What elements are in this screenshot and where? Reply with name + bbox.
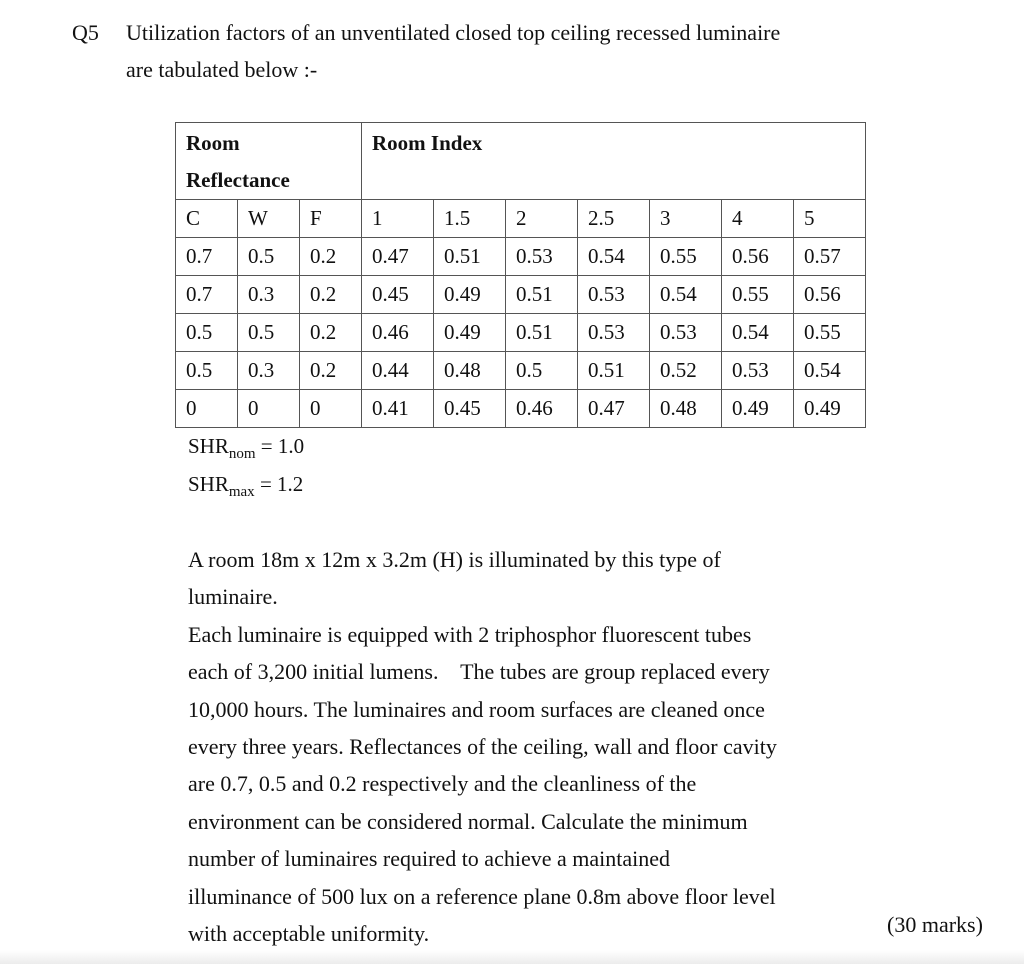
table-header-row	[176, 123, 866, 200]
intro-line: are tabulated below :-	[126, 57, 318, 82]
body-line: illuminance of 500 lux on a reference plane 0.8m above floor level	[188, 883, 776, 909]
table-cell: 0.3	[238, 352, 300, 390]
shr-nom-sub: nom	[228, 446, 256, 462]
shr-max-sub: max	[228, 484, 255, 500]
table-cell: 0.49	[722, 390, 794, 428]
intro-line: Utilization factors of an unventilated closed top ceiling recessed luminaire	[126, 20, 781, 45]
header-left-line: Room	[186, 131, 240, 155]
table-cell: 0.56	[722, 238, 794, 276]
table-cell: 0.46	[506, 390, 578, 428]
subheader-cell: C	[176, 200, 238, 238]
subheader-cell: 3	[650, 200, 722, 238]
table-cell: 0.47	[362, 238, 434, 276]
table-cell: 0.49	[794, 390, 866, 428]
table-cell: 0.53	[722, 352, 794, 390]
table-cell: 0.41	[362, 390, 434, 428]
subheader-cell: 1.5	[434, 200, 506, 238]
table-cell: 0.5	[176, 352, 238, 390]
body-line: luminaire.	[188, 584, 278, 610]
table-row	[176, 276, 866, 314]
table-cell: 0.7	[176, 276, 238, 314]
table-cell: 0.54	[578, 238, 650, 276]
table-cell: 0.48	[434, 352, 506, 390]
header-left-line: Reflectance	[186, 168, 290, 192]
table-cell: 0.55	[650, 238, 722, 276]
table-cell: 0.54	[794, 352, 866, 390]
page-bottom-shade	[0, 950, 1024, 964]
table-row	[176, 390, 866, 428]
table-cell: 0.46	[362, 314, 434, 352]
table-row	[176, 314, 866, 352]
question-intro	[126, 14, 906, 88]
table-cell: 0.52	[650, 352, 722, 390]
table-cell: 0.53	[506, 238, 578, 276]
subheader-cell: F	[300, 200, 362, 238]
table-cell: 0.56	[794, 276, 866, 314]
subheader-cell: 2	[506, 200, 578, 238]
shr-max-value: = 1.2	[259, 472, 304, 496]
shr-max	[188, 472, 304, 500]
table-cell: 0.51	[578, 352, 650, 390]
table-cell: 0.2	[300, 352, 362, 390]
room-index-header: Room Index	[362, 123, 866, 200]
body-line: each of 3,200 initial lumens. The tubes are group replaced every	[188, 659, 770, 685]
table-cell: 0.57	[794, 238, 866, 276]
table-cell: 0	[238, 390, 300, 428]
table-cell: 0.49	[434, 314, 506, 352]
subheader-cell: 2.5	[578, 200, 650, 238]
table-cell: 0.3	[238, 276, 300, 314]
table-cell: 0.55	[722, 276, 794, 314]
table-cell: 0.49	[434, 276, 506, 314]
table-cell: 0.44	[362, 352, 434, 390]
body-line: Each luminaire is equipped with 2 triphosphor fluorescent tubes	[188, 621, 752, 647]
body-line: 10,000 hours. The luminaires and room surfaces are cleaned once	[188, 696, 765, 722]
table-row	[176, 238, 866, 276]
table-cell: 0.48	[650, 390, 722, 428]
table-cell: 0.2	[300, 238, 362, 276]
table-cell: 0.51	[434, 238, 506, 276]
table-subheader-row	[176, 200, 866, 238]
shr-max-label: SHR	[188, 472, 229, 496]
shr-nom	[188, 434, 305, 462]
table-cell: 0.53	[578, 314, 650, 352]
body-line: every three years. Reflectances of the ceiling, wall and floor cavity	[188, 734, 777, 760]
table-cell: 0.45	[362, 276, 434, 314]
table-cell: 0.47	[578, 390, 650, 428]
table-row	[176, 352, 866, 390]
table-cell: 0.55	[794, 314, 866, 352]
body-line: with acceptable uniformity.	[188, 921, 430, 947]
subheader-cell: 4	[722, 200, 794, 238]
table-cell: 0.5	[176, 314, 238, 352]
body-line: A room 18m x 12m x 3.2m (H) is illuminated by this type of	[188, 547, 721, 572]
body-line: number of luminaires required to achieve a maintained	[188, 846, 670, 872]
table-cell: 0.53	[578, 276, 650, 314]
shr-nom-label: SHR	[188, 434, 229, 458]
table-cell: 0.2	[300, 314, 362, 352]
subheader-cell: 1	[362, 200, 434, 238]
table-cell: 0.5	[506, 352, 578, 390]
table-cell: 0.51	[506, 276, 578, 314]
body-line: environment can be considered normal. Calculate the minimum	[188, 808, 748, 834]
table-cell: 0.54	[650, 276, 722, 314]
table-cell: 0.2	[300, 276, 362, 314]
table-cell: 0.5	[238, 238, 300, 276]
table-cell: 0.51	[506, 314, 578, 352]
table-cell: 0.45	[434, 390, 506, 428]
subheader-cell: W	[238, 200, 300, 238]
marks-label: (30 marks)	[887, 912, 983, 937]
table-cell: 0.54	[722, 314, 794, 352]
utilization-factor-table	[175, 122, 866, 428]
body-line: are 0.7, 0.5 and 0.2 respectively and the cleanliness of the	[188, 771, 697, 797]
table-cell: 0	[300, 390, 362, 428]
table-cell: 0.5	[238, 314, 300, 352]
table-cell: 0.53	[650, 314, 722, 352]
question-body	[188, 541, 868, 952]
table-cell: 0	[176, 390, 238, 428]
room-reflectance-header	[176, 123, 362, 200]
subheader-cell: 5	[794, 200, 866, 238]
shr-nom-value: = 1.0	[260, 434, 305, 458]
table-cell: 0.7	[176, 238, 238, 276]
question-number: Q5	[72, 20, 99, 45]
